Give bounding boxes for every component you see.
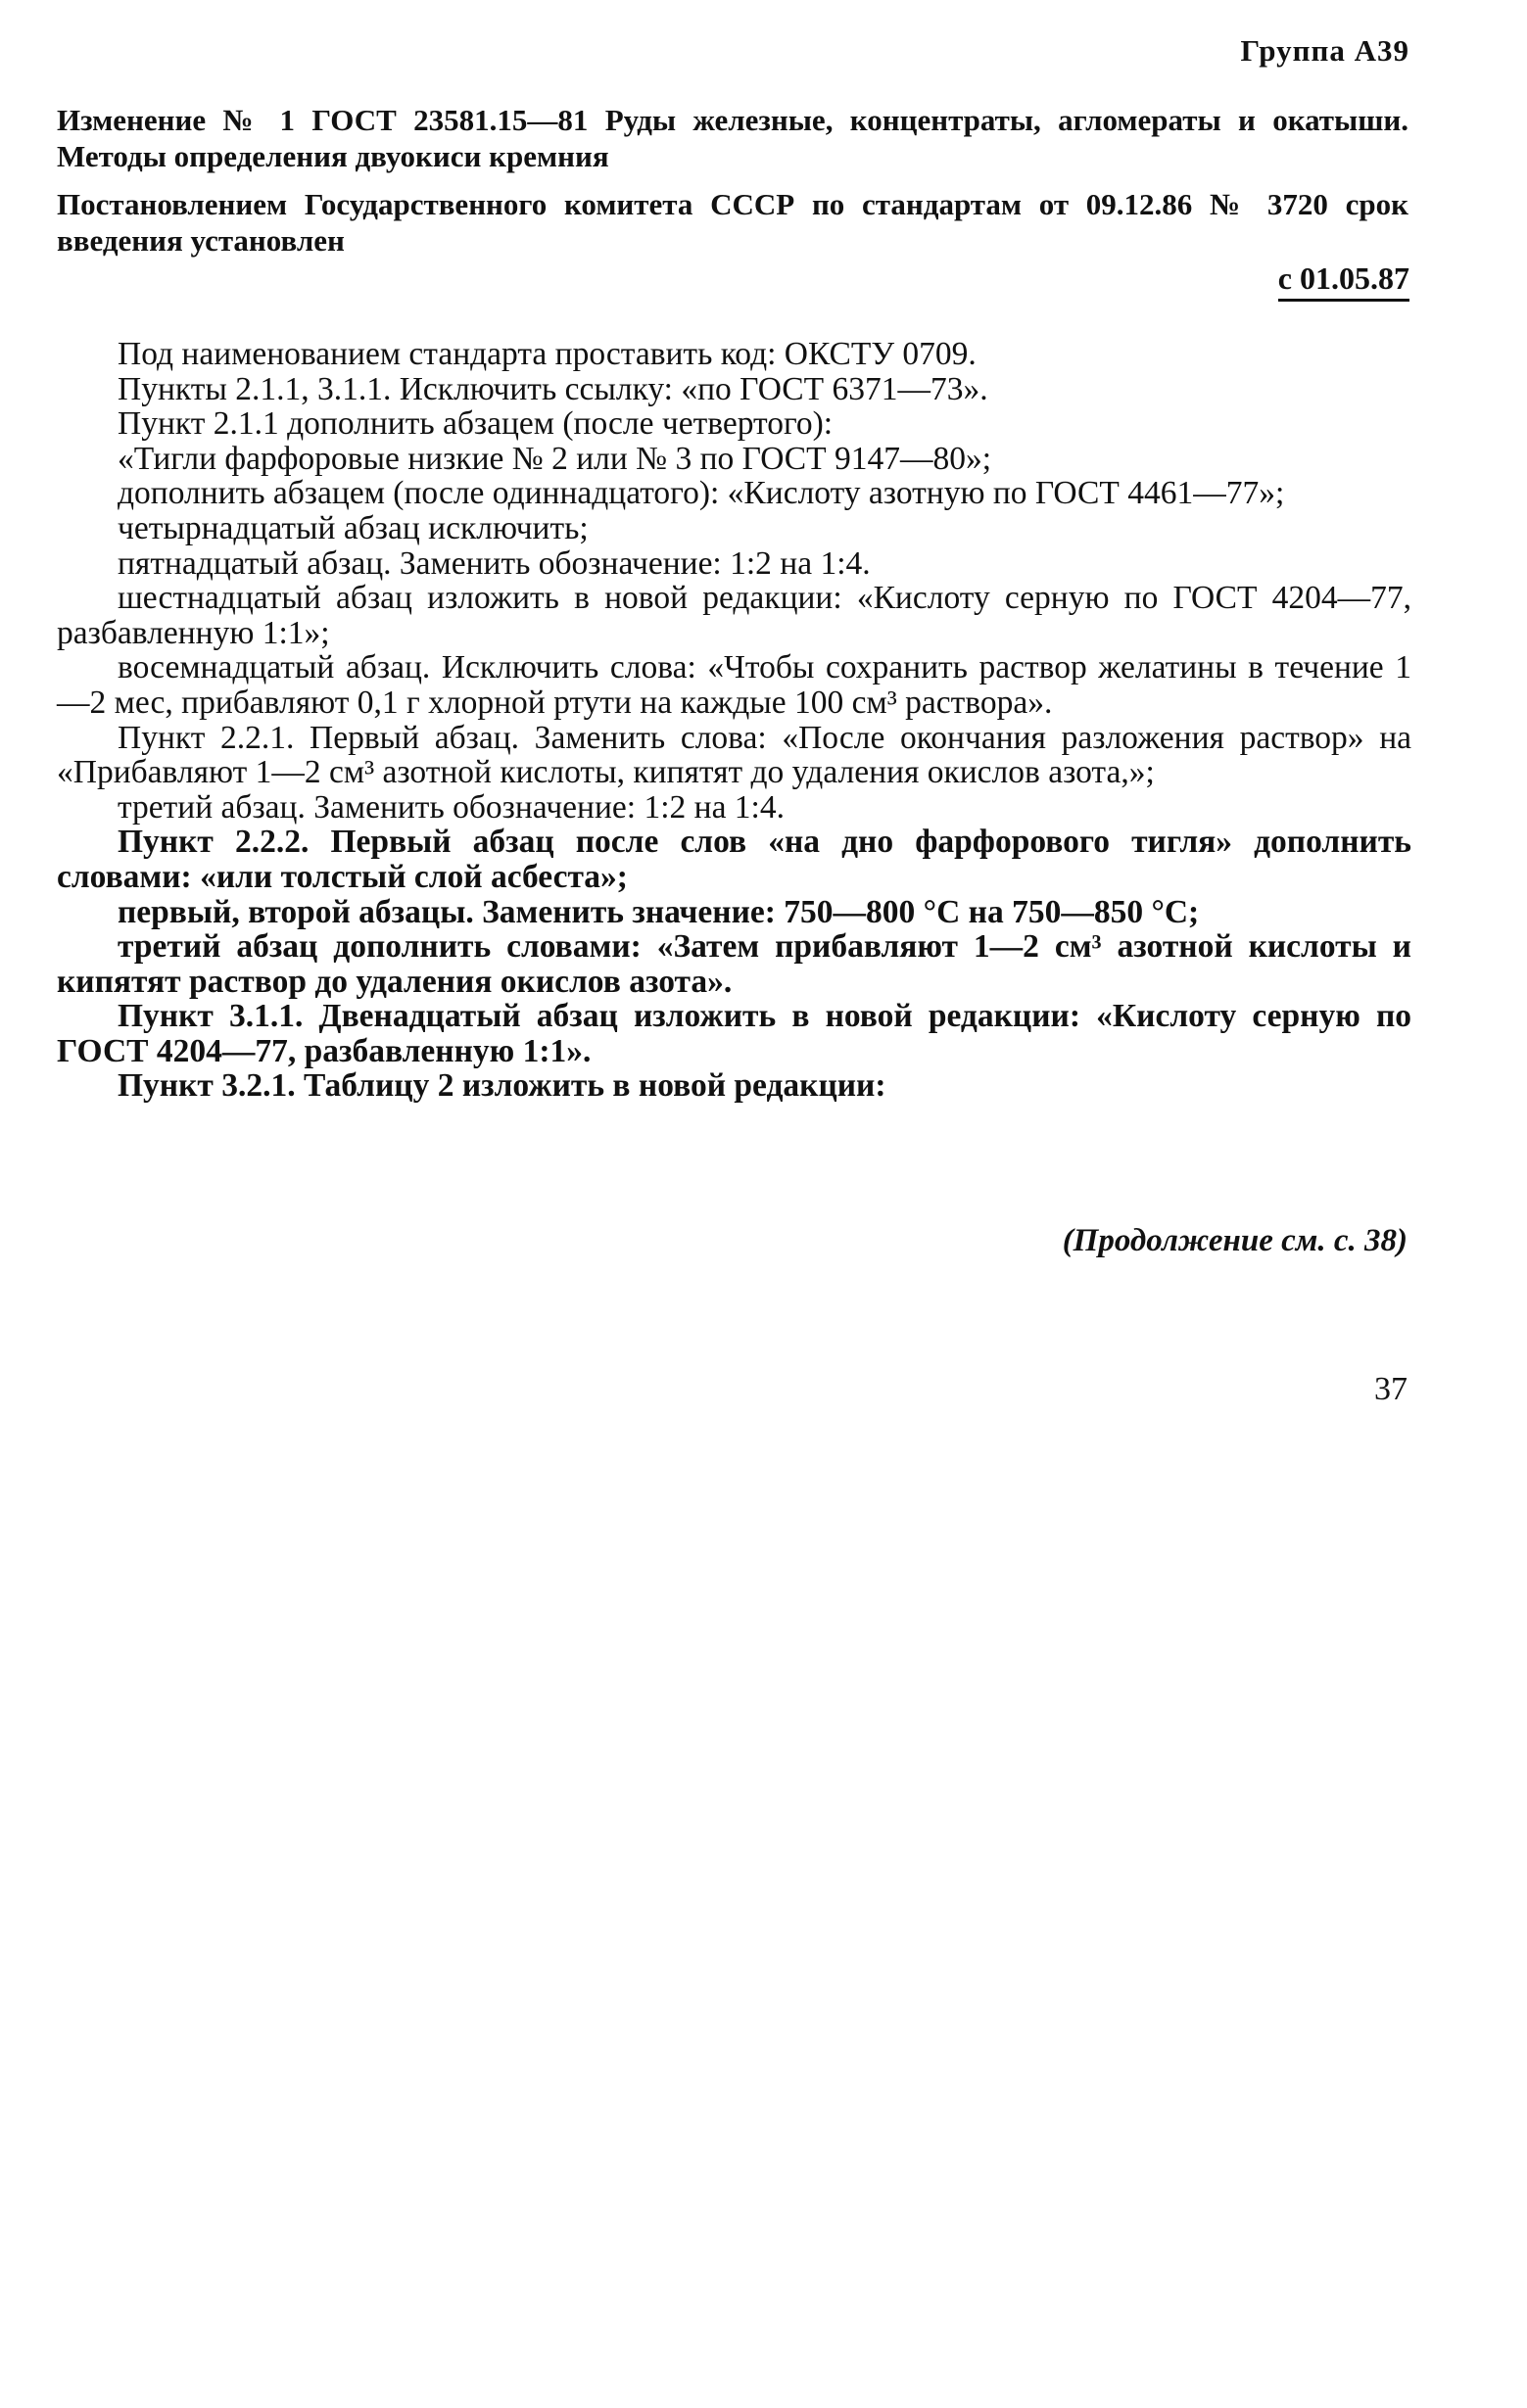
paragraph-temperature: первый, второй абзацы. Заменить значение: 750—800 °С на 750—850 °С; <box>118 893 1200 930</box>
amendment-body <box>57 337 1411 1104</box>
paragraph-3-1-1: Пункт 3.1.1. Двенадцатый абзац изложить в новой редакции: «Кислоту серную по ГОСТ 4204—77, разбавленную 1:1». <box>57 998 1411 1069</box>
paragraph-third-supplement: третий абзац дополнить словами: «Затем прибавляют 1—2 см³ азотной кислоты и кипятят раствор до удаления окислов азота». <box>57 928 1411 1000</box>
paragraph-crucibles: «Тигли фарфоровые низкие № 2 или № 3 по ГОСТ 9147—80»; <box>118 440 992 477</box>
document-title: Изменение № 1 ГОСТ 23581.15—81 Руды железные, концентраты, агломераты и окатыши. Методы определения двуокиси кремния <box>57 103 1408 173</box>
continuation-note: (Продолжение см. с. 38) <box>1062 1223 1408 1258</box>
paragraph-eighteenth-exclude: восемнадцатый абзац. Исключить слова: «Чтобы сохранить раствор желатины в течение 1—2 мес, прибавляют 0,1 г хлорной ртути на каждые 100 см³ раствора». <box>57 649 1411 721</box>
paragraph-2-2-1: Пункт 2.2.1. Первый абзац. Заменить слова: «После окончания разложения раствор» на «Прибавляют 1—2 см³ азотной кислоты, кипятят до удаления окислов азота,»; <box>57 719 1411 791</box>
paragraph-2-1-1-supplement: Пункт 2.1.1 дополнить абзацем (после четвертого): <box>118 405 834 443</box>
decree-statement: Постановлением Государственного комитета СССР по стандартам от 09.12.86 № 3720 срок введения установлен <box>57 187 1408 258</box>
paragraph-2-2-2: Пункт 2.2.2. Первый абзац после слов «на дно фарфорового тигля» дополнить словами: «или толстый слой асбеста»; <box>57 824 1411 895</box>
paragraph-sixteenth-new: шестнадцатый абзац изложить в новой редакции: «Кислоту серную по ГОСТ 4204—77, разбавленную 1:1»; <box>57 580 1411 651</box>
paragraph-fourteenth-exclude: четырнадцатый абзац исключить; <box>118 509 589 546</box>
paragraph-3-2-1: Пункт 3.2.1. Таблицу 2 изложить в новой редакции: <box>118 1067 886 1105</box>
effective-date: с 01.05.87 <box>1278 260 1409 302</box>
paragraph-fifteenth-replace: пятнадцатый абзац. Заменить обозначение: 1:2 на 1:4. <box>118 544 871 582</box>
group-label: Группа А39 <box>1240 33 1409 68</box>
page-number: 37 <box>1374 1371 1408 1407</box>
paragraph-nitric-acid: дополнить абзацем (после одиннадцатого): «Кислоту азотную по ГОСТ 4461—77»; <box>118 475 1285 512</box>
paragraph-exclude-reference: Пункты 2.1.1, 3.1.1. Исключить ссылку: «по ГОСТ 6371—73». <box>118 370 988 407</box>
paragraph-oksty-code: Под наименованием стандарта проставить код: ОКСТУ 0709. <box>118 336 977 372</box>
paragraph-third-replace: третий абзац. Заменить обозначение: 1:2 на 1:4. <box>118 788 785 826</box>
